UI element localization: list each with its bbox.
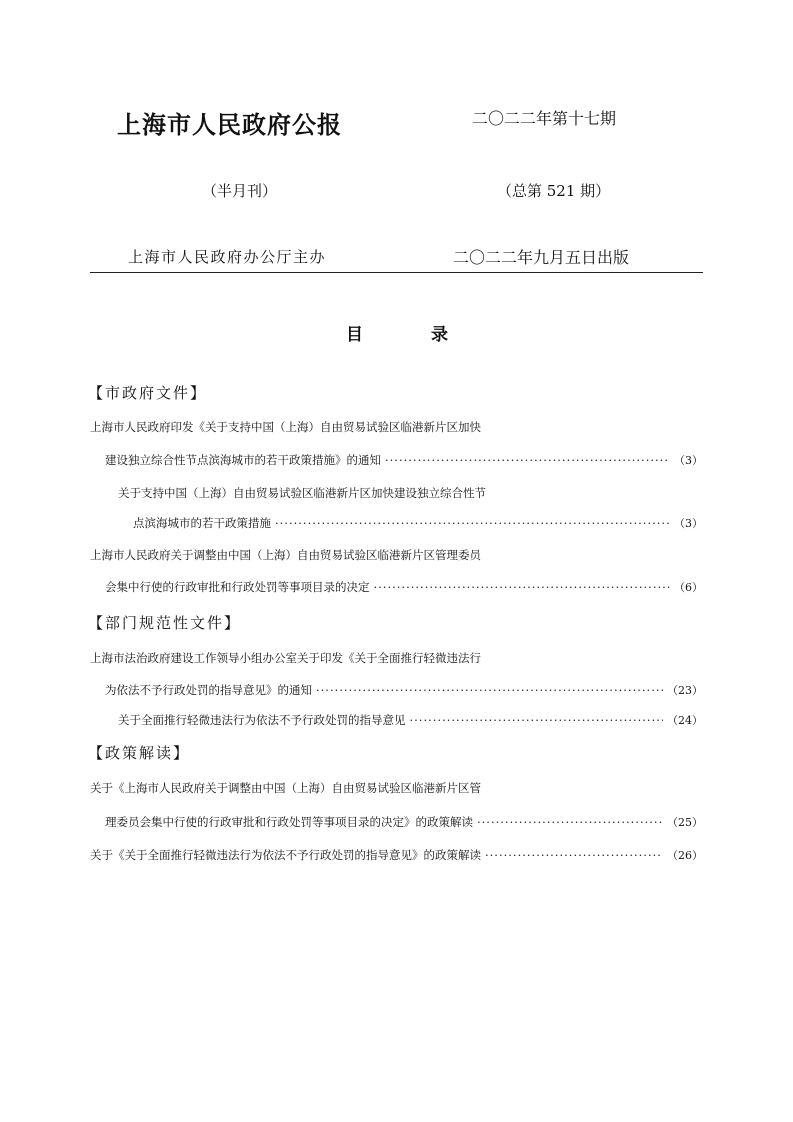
- entry-text: 理委员会集中行使的行政审批和行政处罚等事项目录的决定》的政策解读: [105, 815, 473, 829]
- toc-entry[interactable]: 上海市人民政府关于调整由中国（上海）自由贸易试验区临港新片区管理委员: [90, 548, 481, 562]
- page-number: （3）: [674, 517, 703, 530]
- toc-entry-cont[interactable]: [105, 682, 703, 698]
- total-issue: （总第 521 期）: [497, 182, 611, 200]
- page-number: （25）: [667, 816, 703, 829]
- section-title: 【政策解读】: [88, 744, 191, 762]
- header-divider: [90, 272, 703, 273]
- page-number: （23）: [667, 684, 703, 697]
- publisher: 上海市人民政府办公厅主办: [128, 248, 327, 266]
- entry-text: 会集中行使的行政审批和行政处罚等事项目录的决定: [105, 580, 370, 594]
- section-title: 【市政府文件】: [88, 384, 208, 402]
- dot-leader: [485, 848, 663, 862]
- publication-date: 二〇二二年九月五日出版: [453, 248, 630, 267]
- gazette-title: 上海市人民政府公报: [117, 110, 342, 139]
- toc-entry-cont[interactable]: [105, 579, 703, 595]
- page-number: （6）: [674, 581, 703, 594]
- toc-heading-2: 录: [431, 325, 448, 345]
- dot-leader: [410, 713, 664, 727]
- entry-text: 点滨海城市的若干政策措施: [133, 516, 271, 530]
- dot-leader: [477, 815, 663, 829]
- toc-entry[interactable]: 上海市人民政府印发《关于支持中国（上海）自由贸易试验区临港新片区加快: [90, 420, 481, 434]
- issue-number: 二〇二二年第十七期: [472, 109, 617, 128]
- entry-text: 为依法不予行政处罚的指导意见》的通知: [105, 683, 312, 697]
- toc-subentry[interactable]: [118, 712, 703, 728]
- page-number: （26）: [667, 849, 703, 862]
- entry-text: 关于《关于全面推行轻微违法行为依法不予行政处罚的指导意见》的政策解读: [90, 848, 481, 862]
- page-number: （24）: [667, 714, 703, 727]
- frequency: （半月刊）: [202, 182, 278, 200]
- toc-entry[interactable]: 关于《上海市人民政府关于调整由中国（上海）自由贸易试验区临港新片区管: [90, 781, 481, 795]
- dot-leader: [275, 516, 670, 530]
- toc-entry[interactable]: [90, 847, 703, 863]
- toc-entry-cont[interactable]: [105, 452, 703, 468]
- section-title: 【部门规范性文件】: [88, 614, 242, 632]
- page-number: （3）: [674, 454, 703, 467]
- toc-subentry[interactable]: 关于支持中国（上海）自由贸易试验区临港新片区加快建设独立综合性节: [118, 486, 486, 500]
- dot-leader: [385, 453, 670, 467]
- toc-entry[interactable]: 上海市法治政府建设工作领导小组办公室关于印发《关于全面推行轻微违法行: [90, 651, 481, 665]
- toc-subentry-cont[interactable]: [133, 515, 703, 531]
- entry-text: 建设独立综合性节点滨海城市的若干政策措施》的通知: [105, 453, 381, 467]
- toc-entry-cont[interactable]: [105, 814, 703, 830]
- dot-leader: [374, 580, 671, 594]
- toc-heading-1: 目: [346, 325, 363, 345]
- dot-leader: [316, 683, 663, 697]
- entry-text: 关于全面推行轻微违法行为依法不予行政处罚的指导意见: [118, 713, 406, 727]
